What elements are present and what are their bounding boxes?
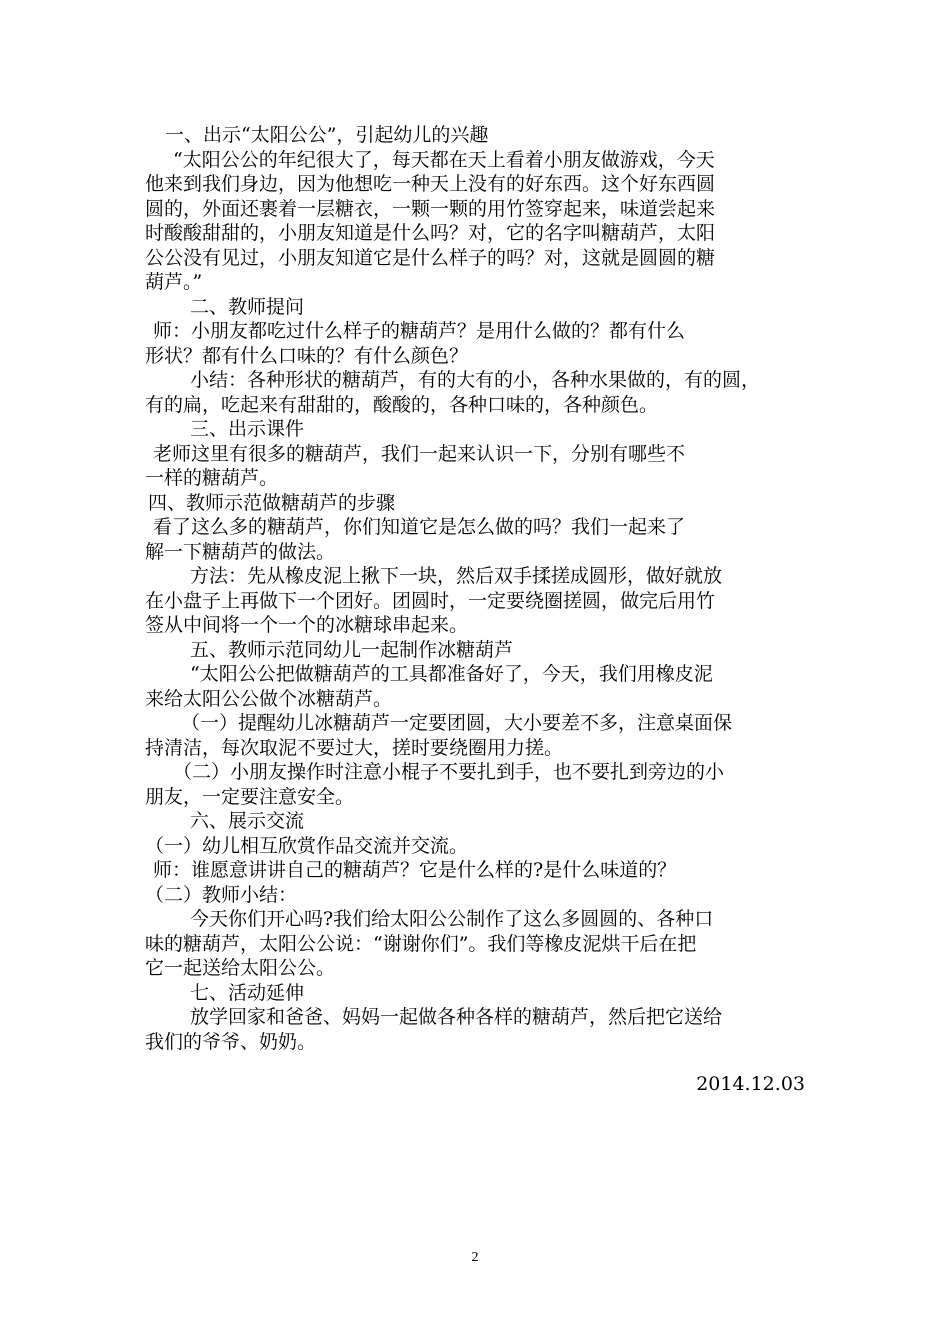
paragraph-line: 小结：各种形状的糖葫芦，有的大有的小，各种水果做的，有的圆， [190, 369, 761, 391]
paragraph-line: 今天你们开心吗?我们给太阳公公制作了这么多圆圆的、各种口 [190, 908, 714, 930]
section-heading-3: 三、出示课件 [190, 418, 305, 440]
paragraph-line: 朋友，一定要注意安全。 [145, 785, 355, 808]
paragraph-line: 一样的糖葫芦。 [145, 467, 279, 489]
paragraph-line: 味的糖葫芦，太阳公公说：“谢谢你们”。我们等橡皮泥烘干后在把 [145, 932, 697, 955]
section-heading-2: 二、教师提问 [190, 295, 305, 318]
document-body [145, 123, 815, 1054]
paragraph-line: 在小盘子上再做下一个团好。团圆时，一定要绕圈搓圆，做完后用竹 [145, 589, 716, 612]
paragraph-line: 看了这么多的糖葫芦，你们知道它是怎么做的吗？我们一起来了 [153, 516, 686, 538]
paragraph-line: 来给太阳公公做个冰糖葫芦。 [145, 687, 393, 710]
paragraph-line: 我们的爷爷、奶奶。 [145, 1030, 317, 1053]
paragraph-line: 形状？都有什么口味的？有什么颜色？ [145, 344, 469, 367]
paragraph-line: 师：谁愿意讲讲自己的糖葫芦？它是什么样的?是什么味道的？ [153, 859, 677, 881]
paragraph-line: 师：小朋友都吃过什么样子的糖葫芦？是用什么做的？都有什么 [153, 320, 686, 342]
section-heading-7: 七、活动延伸 [190, 981, 305, 1004]
paragraph-line: （二）教师小结： [145, 883, 298, 906]
paragraph-line: （二）小朋友操作时注意小棍子不要扎到手，也不要扎到旁边的小 [173, 761, 725, 783]
paragraph-line: 时酸酸甜甜的，小朋友知道是什么吗？对，它的名字叫糖葫芦，太阳 [145, 222, 716, 244]
paragraph-line: 老师这里有很多的糖葫芦，我们一起来认识一下，分别有哪些不 [153, 442, 686, 465]
paragraph-line: 有的扁，吃起来有甜甜的，酸酸的，各种口味的，各种颜色。 [145, 393, 659, 416]
document-date: 2014.12.03 [696, 1073, 805, 1095]
section-heading-6: 六、展示交流 [190, 810, 305, 832]
section-heading-5: 五、教师示范同幼儿一起制作冰糖葫芦 [190, 638, 514, 661]
paragraph-line: （一）幼儿相互欣赏作品交流并交流。 [145, 834, 469, 857]
paragraph-line: 持清洁，每次取泥不要过大，搓时要绕圈用力搓。 [145, 736, 564, 759]
page-number: 2 [471, 1250, 479, 1265]
paragraph-line: 圆的，外面还裹着一层糖衣，一颗一颗的用竹签穿起来，味道尝起来 [145, 197, 716, 220]
paragraph-line: 方法：先从橡皮泥上揪下一块，然后双手揉搓成圆形，做好就放 [190, 565, 723, 587]
paragraph-line: 签从中间将一个一个的冰糖球串起来。 [145, 614, 469, 636]
paragraph-line: 他来到我们身边，因为他想吃一种天上没有的好东西。这个好东西圆 [145, 173, 716, 195]
paragraph-line: “太阳公公把做糖葫芦的工具都准备好了，今天，我们用橡皮泥 [190, 663, 713, 685]
section-heading-1: 一、出示“太阳公公”，引起幼儿的兴趣 [165, 124, 489, 146]
paragraph-line: （一）提醒幼儿冰糖葫芦一定要团圆，大小要差不多，注意桌面保 [181, 712, 733, 734]
section-heading-4: 四、教师示范做糖葫芦的步骤 [148, 491, 396, 514]
paragraph-line: 解一下糖葫芦的做法。 [145, 540, 336, 563]
paragraph-line: 公公没有见过，小朋友知道它是什么样子的吗？对，这就是圆圆的糖 [145, 246, 716, 269]
paragraph-line: 葫芦。” [145, 271, 203, 293]
paragraph-line: 它一起送给太阳公公。 [145, 957, 336, 979]
paragraph-line: 放学回家和爸爸、妈妈一起做各种各样的糖葫芦，然后把它送给 [190, 1006, 723, 1028]
paragraph-line: “太阳公公的年纪很大了，每天都在天上看着小朋友做游戏，今天 [173, 148, 715, 171]
